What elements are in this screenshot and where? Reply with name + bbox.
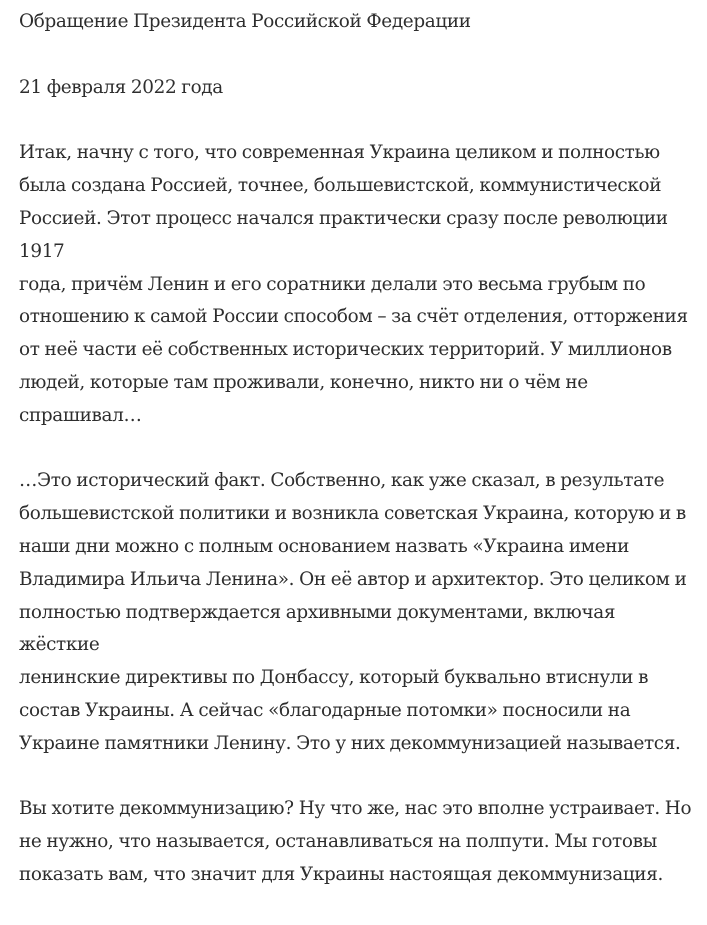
paragraph-2: …Это исторический факт. Собственно, как уже сказал, в результате большевистской политики и возникла советская Украина, которую и в наши дни можно с полным основанием назвать «Украина имени Владимира Ильича Ленина». Он её автор и архитектор. Это целиком и полностью подтверждается архивными документами, включая жёсткие ленинские директивы по Донбассу, который буквально втиснули в состав Украины. А сейчас «благодарные потомки» посносили на Украине памятники Ленину. Это у них декоммунизацией называется. bbox=[19, 470, 687, 754]
paragraph-3: Вы хотите декоммунизацию? Ну что же, нас это вполне устраивает. Но не нужно, что называется, останавливаться на полпути. Мы готовы показать вам, что значит для Украины настоящая декоммунизация. bbox=[19, 798, 692, 885]
article-date: 21 февраля 2022 года bbox=[19, 76, 223, 98]
article-body bbox=[19, 6, 695, 925]
article-title: Обращение Президента Российской Федерации bbox=[19, 11, 471, 32]
paragraph-1: Итак, начну с того, что современная Украина целиком и полностью была создана Россией, точнее, большевистской, коммунистической Россией. Этот процесс начался практически сразу после революции 1917 года, причём Ленин и его соратники делали это весьма грубым по отношению к самой России способом – за счёт отделения, отторжения от неё части её собственных исторических территорий. У миллионов людей, которые там проживали, конечно, никто ни о чём не спрашивал… bbox=[19, 142, 688, 426]
